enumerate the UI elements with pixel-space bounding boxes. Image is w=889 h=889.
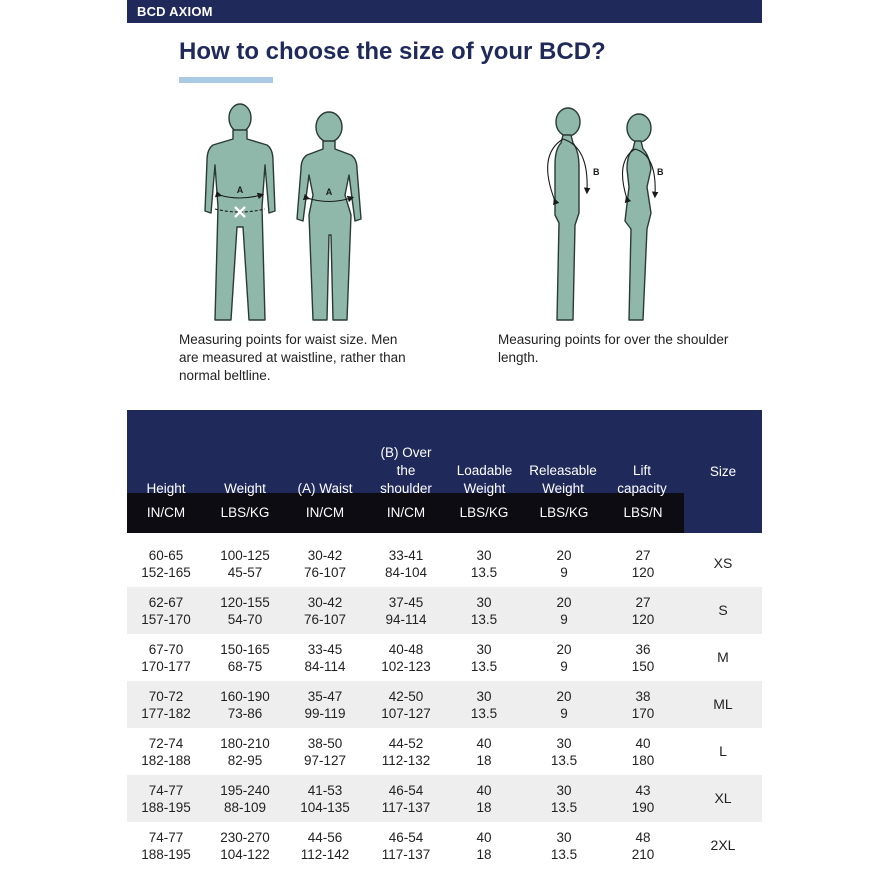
table-row: [127, 634, 762, 681]
cell-releasable: 30 13.5: [550, 829, 578, 862]
header-releasable: Releasable Weight: [529, 463, 597, 496]
cell-loadable: 40 18: [476, 735, 492, 768]
cell-weight: 100-125 45-57: [220, 547, 270, 580]
cell-weight: 150-165 68-75: [220, 641, 270, 674]
label-b-woman: B: [657, 167, 664, 177]
unit-weight: LBS/KG: [220, 505, 270, 520]
header-shoulder: (B) Over the shoulder: [380, 445, 432, 496]
cell-lift: 43 190: [631, 782, 655, 815]
cell-height: 62-67 157-170: [141, 594, 191, 627]
header-lift: Lift capacity: [617, 463, 667, 496]
cell-loadable: 30 13.5: [470, 594, 498, 627]
cell-lift: 27 120: [631, 547, 655, 580]
cell-shoulder: 37-45 94-114: [385, 594, 427, 627]
cell-lift: 38 170: [631, 688, 655, 721]
cell-waist: 38-50 97-127: [303, 735, 347, 768]
cell-shoulder: 44-52 112-132: [381, 735, 431, 768]
cell-lift: 40 180: [631, 735, 655, 768]
cell-lift: 48 210: [631, 829, 655, 862]
cell-loadable: 30 13.5: [470, 641, 498, 674]
cell-loadable: 30 13.5: [470, 688, 498, 721]
cell-height: 74-77 188-195: [141, 782, 191, 815]
header-weight: Weight: [224, 481, 266, 496]
table-row: [127, 587, 762, 634]
cell-weight: 160-190 73-86: [220, 688, 270, 721]
label-a-woman: A: [325, 187, 333, 197]
size-guide-sheet: [127, 0, 762, 889]
unit-height: IN/CM: [146, 505, 186, 520]
cell-size: M: [717, 649, 729, 665]
table-header: [127, 410, 762, 533]
cell-waist: 33-45 84-114: [304, 641, 346, 674]
table-row: [127, 822, 762, 869]
cell-height: 60-65 152-165: [141, 547, 191, 580]
cell-weight: 195-240 88-109: [220, 782, 270, 815]
table-row: [127, 681, 762, 728]
unit-waist: IN/CM: [305, 505, 345, 520]
cell-height: 67-70 170-177: [141, 641, 191, 674]
cell-releasable: 20 9: [556, 641, 572, 674]
header-height: Height: [146, 481, 186, 496]
woman-side-figure: [625, 114, 651, 320]
shoulder-caption: Measuring points for over the shoulder length.: [498, 332, 729, 365]
cell-releasable: 20 9: [556, 688, 572, 721]
cell-height: 74-77 188-195: [141, 829, 191, 862]
cell-height: 72-74 182-188: [141, 735, 191, 768]
measurement-figures: [127, 95, 762, 330]
page-title: How to choose the size of your BCD?: [179, 38, 606, 65]
man-side-figure: [555, 108, 580, 320]
header-waist: (A) Waist: [297, 481, 353, 496]
cell-releasable: 20 9: [556, 547, 572, 580]
cell-weight: 230-270 104-122: [220, 829, 270, 862]
cell-shoulder: 46-54 117-137: [381, 829, 431, 862]
cell-weight: 120-155 54-70: [220, 594, 270, 627]
cell-shoulder: 40-48 102-123: [381, 641, 431, 674]
brand-bar: BCD AXIOM: [127, 0, 762, 23]
table-row: [127, 728, 762, 775]
waist-caption: Measuring points for waist size. Men are measured at waistline, rather than normal beltline.: [179, 332, 406, 383]
cell-waist: 30-42 76-107: [303, 547, 347, 580]
table-row: [127, 775, 762, 822]
woman-front-figure: [297, 112, 361, 320]
cell-loadable: 40 18: [476, 782, 492, 815]
cell-shoulder: 42-50 107-127: [381, 688, 431, 721]
cell-loadable: 40 18: [476, 829, 492, 862]
cell-size: ML: [713, 696, 733, 712]
table-row: [127, 540, 762, 587]
cell-height: 70-72 177-182: [141, 688, 191, 721]
cell-waist: 41-53 104-135: [300, 782, 350, 815]
cell-waist: 44-56 112-142: [300, 829, 350, 862]
title-underline: [179, 77, 273, 83]
cell-waist: 35-47 99-119: [304, 688, 346, 721]
unit-lift: LBS/N: [623, 505, 663, 520]
header-loadable: Loadable Weight: [456, 463, 513, 496]
cell-size: XS: [713, 555, 733, 571]
cell-size: XL: [714, 790, 732, 806]
cell-weight: 180-210 82-95: [220, 735, 270, 768]
cell-lift: 36 150: [631, 641, 655, 674]
label-a-man: A: [236, 185, 244, 195]
unit-releasable: LBS/KG: [539, 505, 589, 520]
cell-releasable: 30 13.5: [550, 782, 578, 815]
cell-size: S: [718, 602, 728, 618]
cell-shoulder: 33-41 84-104: [384, 547, 428, 580]
cell-loadable: 30 13.5: [470, 547, 498, 580]
cell-releasable: 20 9: [556, 594, 572, 627]
unit-loadable: LBS/KG: [459, 505, 509, 520]
cell-releasable: 30 13.5: [550, 735, 578, 768]
unit-shoulder: IN/CM: [386, 505, 426, 520]
label-b-man: B: [593, 167, 600, 177]
cell-lift: 27 120: [631, 594, 655, 627]
cell-waist: 30-42 76-107: [303, 594, 347, 627]
cell-shoulder: 46-54 117-137: [381, 782, 431, 815]
cell-size: 2XL: [710, 837, 736, 853]
cell-size: L: [719, 743, 727, 759]
header-size: Size: [709, 464, 737, 479]
